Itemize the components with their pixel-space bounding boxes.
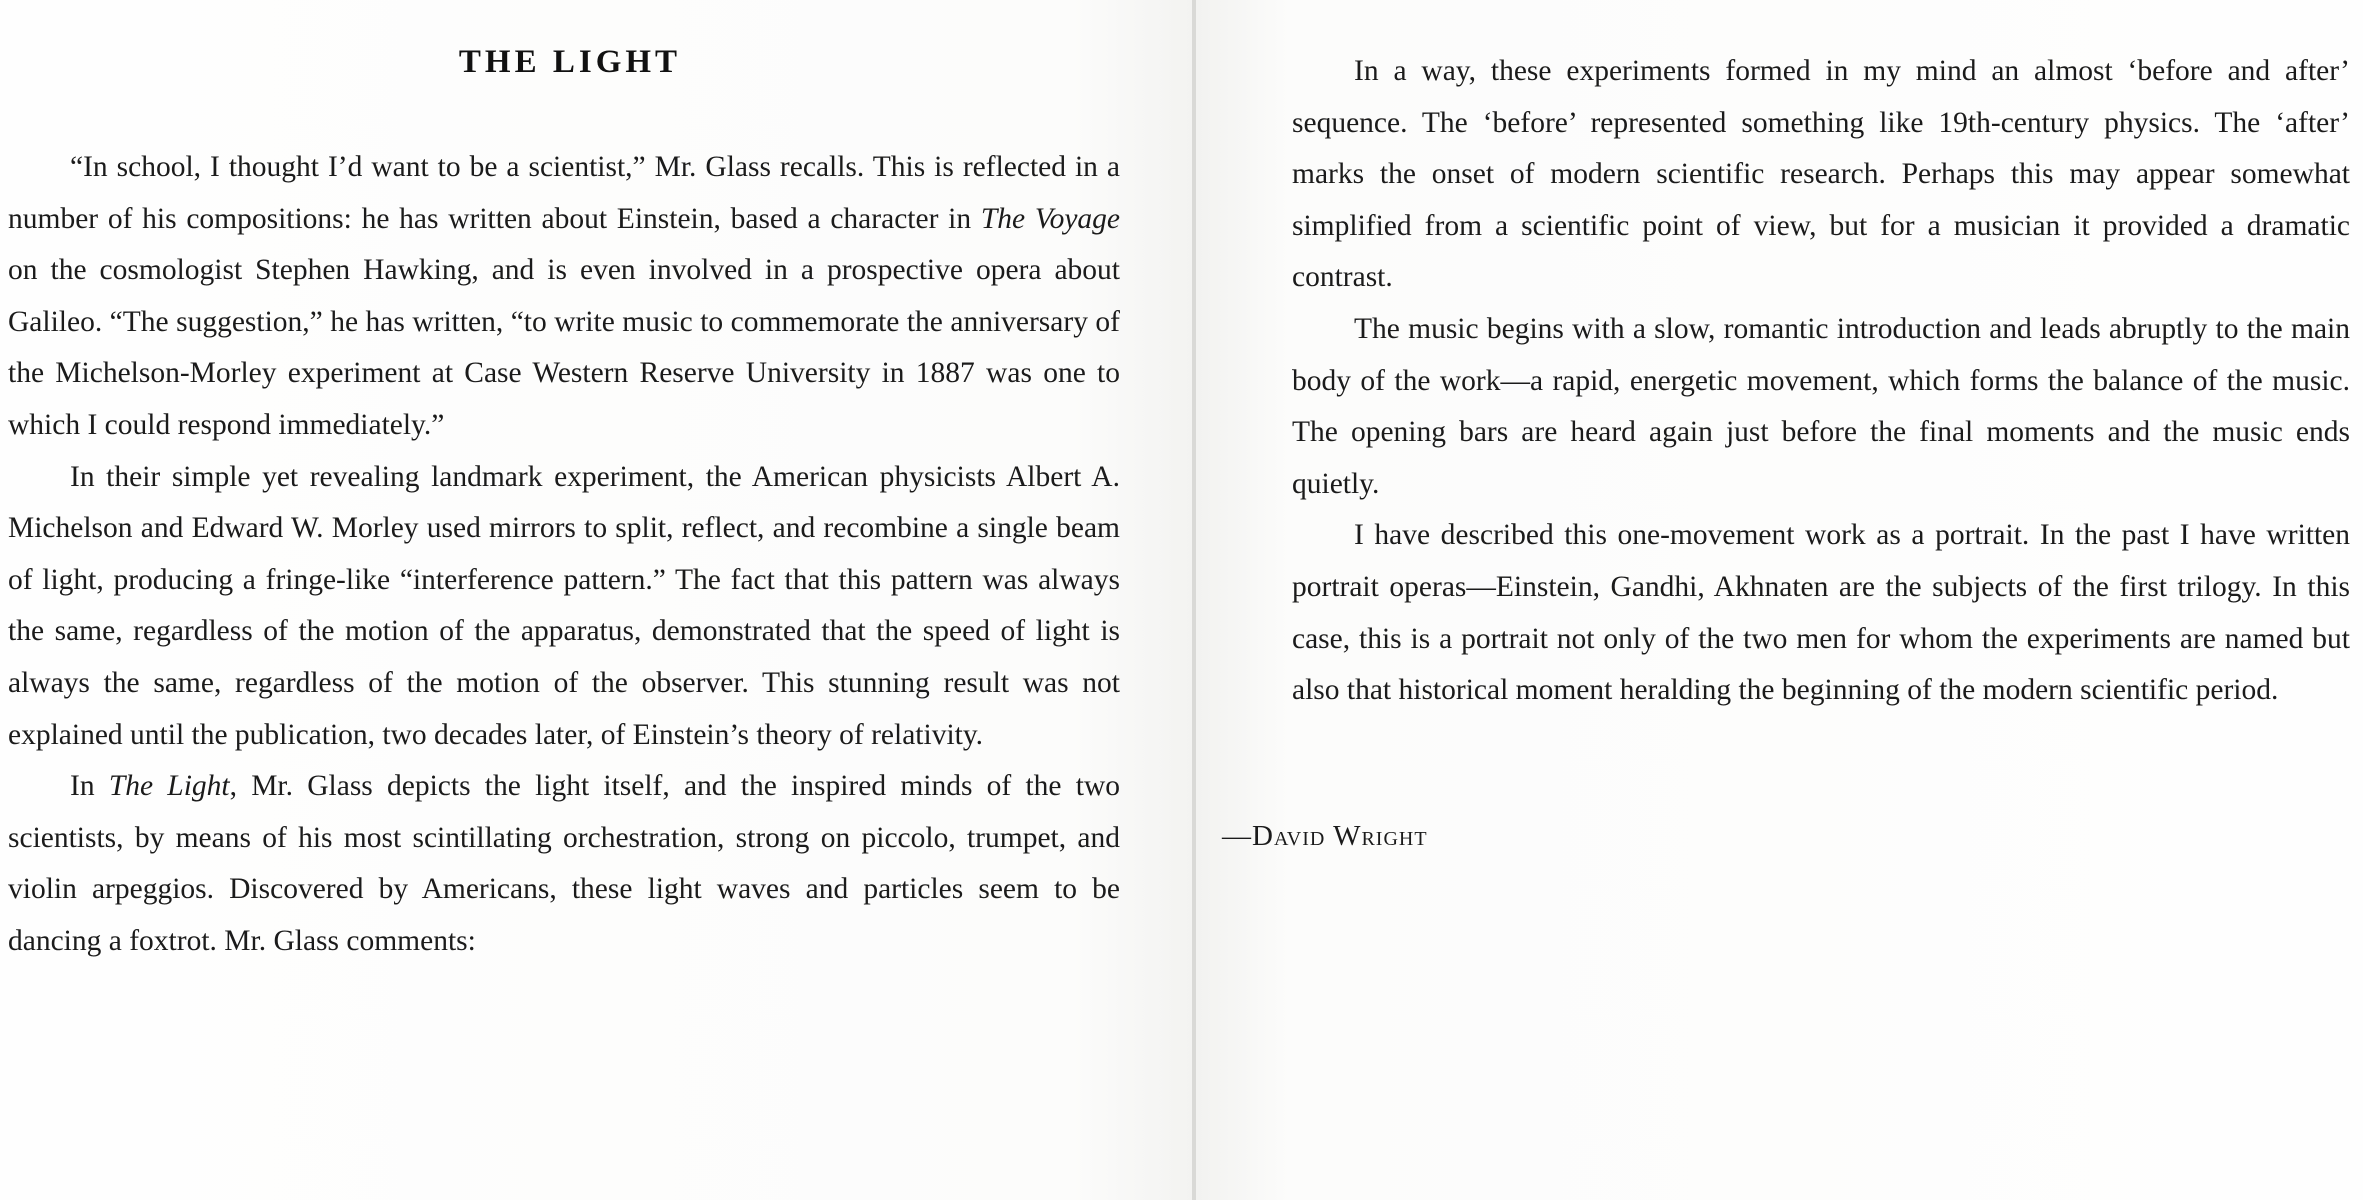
paragraph-text: on the cosmologist Stephen Hawking, and is even involved in a prospective opera about Galileo. “The suggestion,” he has written, “to write music to commemorate the anniversary of the Michelson-Morley experiment at Case Western Reserve University in 1887 was one to which I could respond immediately.” xyxy=(8,254,1120,441)
right-text-column xyxy=(1292,46,2350,717)
paragraph-text: “In school, I thought I’d want to be a scientist,” Mr. Glass recalls. This is reflected in a number of his compositions: he has written about Einstein, based a character in xyxy=(8,151,1120,235)
paragraph-music-structure: The music begins with a slow, romantic introduction and leads abruptly to the main body of the work—a rapid, energetic movement, which forms the balance of the music. The opening bars are heard again just before the final moments and the music ends quietly. xyxy=(1292,312,2350,500)
author-signature xyxy=(1222,820,1428,853)
paragraph-scientist-quote xyxy=(8,142,1120,452)
paragraph-before-after: In a way, these experiments formed in my mind an almost ‘before and after’ sequence. The ‘before’ represented something like 19th-century physics. The ‘after’ marks the onset of modern scientific research. Perhaps this may appear somewhat simplified from a scientific point of view, but for a musician it provided a dramatic contrast. xyxy=(1292,55,2350,294)
page-title: THE LIGHT xyxy=(458,44,682,80)
paragraph-michelson-morley: In their simple yet revealing landmark experiment, the American physicists Albert A. Michelson and Edward W. Morley used mirrors to split, reflect, and recombine a single beam of light, producing a fringe-like “interference pattern.” The fact that this pattern was always the same, regardless of the motion of the apparatus, demonstrated that the speed of light is always the same, regardless of the motion of the observer. This stunning result was not explained until the publication, two decades later, of Einstein’s theory of relativity. xyxy=(8,460,1120,751)
left-text-column xyxy=(8,142,1120,968)
signature-dash: — xyxy=(1222,820,1252,852)
paragraph-the-light xyxy=(8,761,1120,967)
paragraph-text: In xyxy=(70,770,109,803)
signature-name: David Wright xyxy=(1252,820,1428,852)
paragraph-text: , Mr. Glass depicts the light itself, and the inspired minds of the two scientists, by means of his most scintillating orchestration, strong on piccolo, trumpet, and violin arpeggios. Discovered by Americans, these light waves and particles seem to be dancing a foxtrot. Mr. Glass comments: xyxy=(8,770,1120,957)
work-title-the-light: The Light xyxy=(108,770,230,803)
work-title-the-voyage: The Voyage xyxy=(980,202,1121,235)
paragraph-portrait: I have described this one-movement work as a portrait. In the past I have written portrait operas—Einstein, Gandhi, Akhnaten are the subjects of the first trilogy. In this case, this is a portrait not only of the two men for whom the experiments are named but also that historical moment heralding the beginning of the modern scientific period. xyxy=(1292,519,2350,707)
